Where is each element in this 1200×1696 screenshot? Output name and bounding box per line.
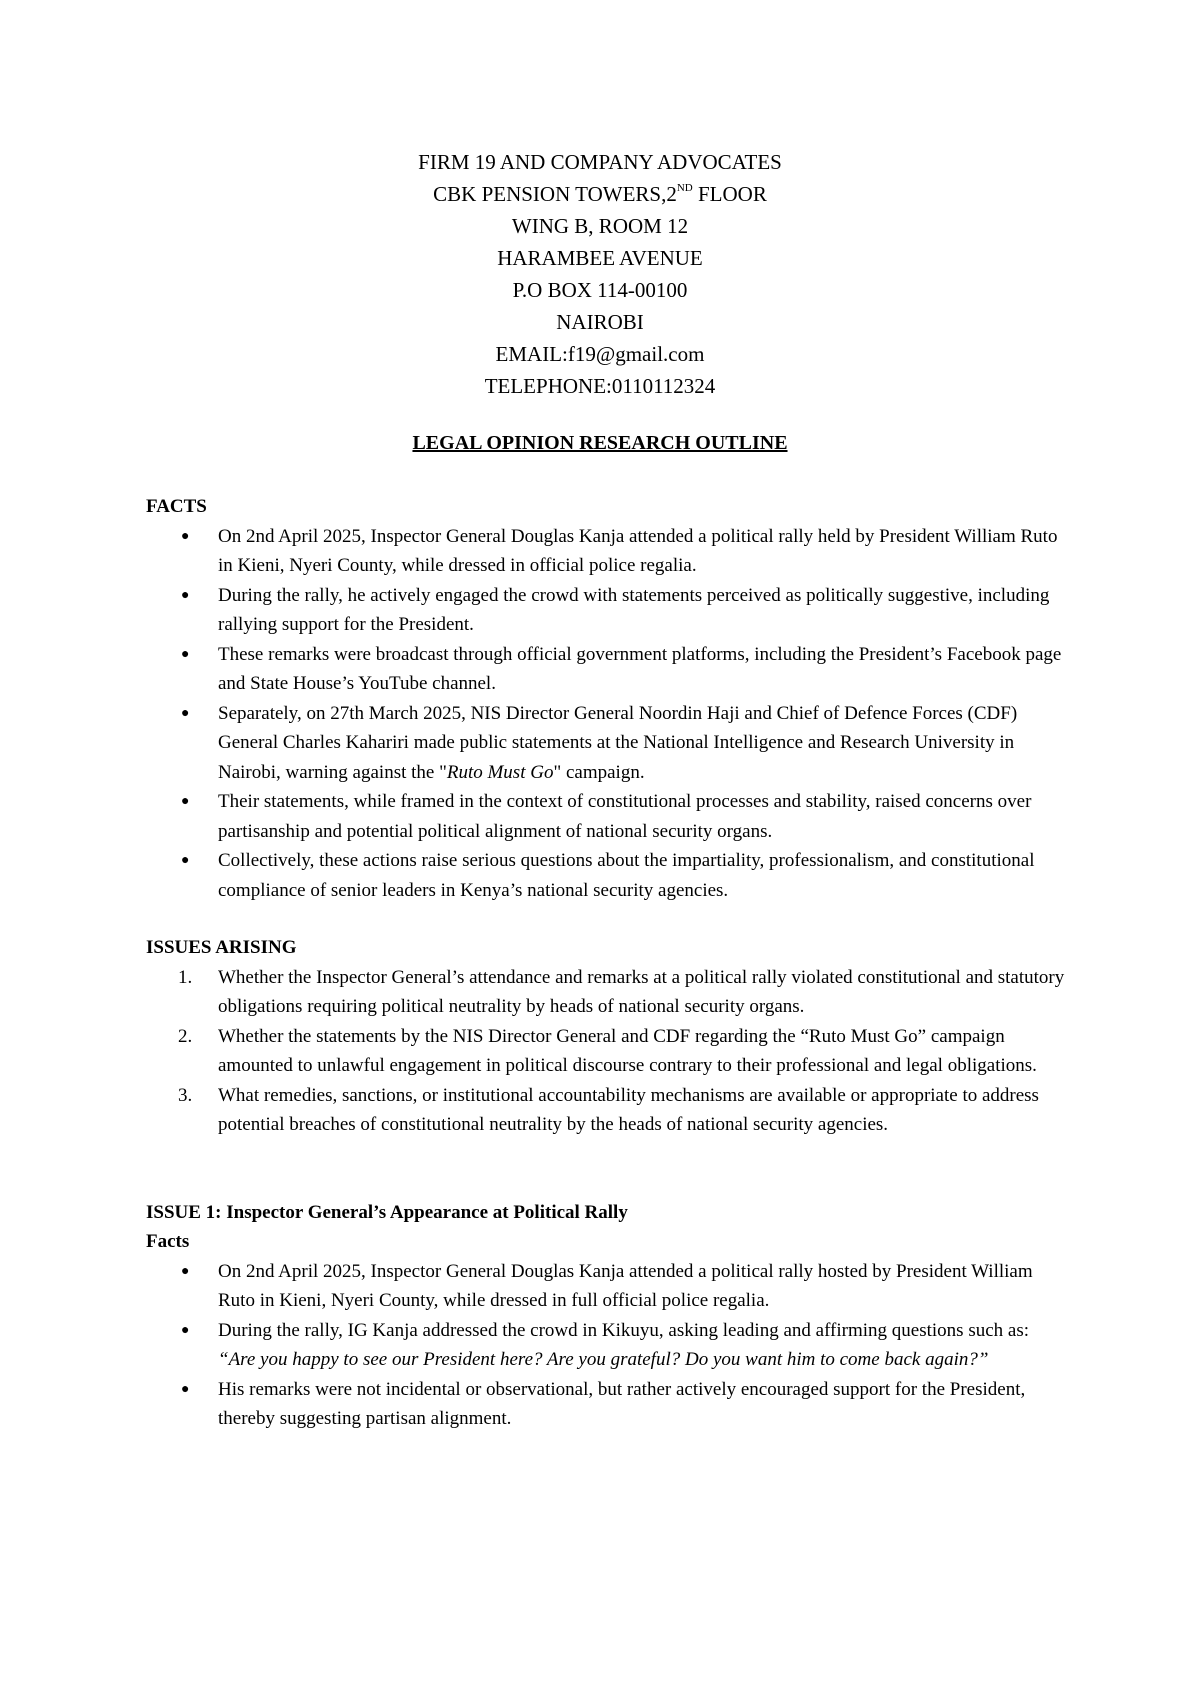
list-item — [146, 699, 1066, 788]
issue-text: What remedies, sanctions, or institutional accountability mechanisms are available or appropriate to address potential breaches of constitutional neutrality by the heads of national security agencies. — [218, 1084, 1039, 1135]
issue-text: Whether the statements by the NIS Director General and CDF regarding the “Ruto Must Go” campaign amounted to unlawful engagement in political discourse contrary to their professional and legal obligations. — [218, 1025, 1037, 1076]
issues-list — [146, 963, 1066, 1140]
facts-list — [146, 522, 1066, 906]
issue1-heading: ISSUE 1: Inspector General’s Appearance at Political Rally — [146, 1201, 628, 1223]
list-item — [146, 1316, 1066, 1375]
issue-text: Whether the Inspector General’s attendance and remarks at a political rally violated constitutional and statutory obligations requiring political neutrality by heads of national security organs. — [218, 966, 1065, 1017]
fact-text: Their statements, while framed in the context of constitutional processes and stability, raised concerns over partisanship and potential political alignment of national security organs. — [218, 791, 1032, 842]
bullet-icon: ● — [181, 794, 190, 809]
fact-text: Separately, on 27th March 2025, NIS Director General Noordin Haji and Chief of Defence Forces (CDF) General Charles Kahariri made public statements at the National Intelligence and Research University in Nairobi, warning against the " — [218, 702, 1018, 783]
fact-text: During the rally, IG Kanja addressed the crowd in Kikuyu, asking leading and affirming questions such as: — [218, 1319, 1030, 1341]
list-item — [146, 581, 1066, 640]
issue1-facts-subheading: Facts — [146, 1231, 190, 1252]
email: EMAIL:f19@gmail.com — [495, 342, 705, 366]
list-item — [146, 640, 1066, 699]
document-title: LEGAL OPINION RESEARCH OUTLINE — [412, 432, 788, 454]
fact-text: These remarks were broadcast through official government platforms, including the President’s Facebook page and State House’s YouTube channel. — [218, 643, 1062, 694]
fact-text-end: " campaign. — [553, 761, 645, 783]
floor-label: FLOOR — [692, 182, 767, 206]
floor-ordinal: ND — [676, 182, 693, 194]
list-item — [146, 522, 1066, 581]
building-line — [0, 178, 1200, 210]
telephone: TELEPHONE:0110112324 — [484, 374, 716, 398]
list-item — [146, 963, 1066, 1022]
bullet-icon: ● — [181, 1381, 190, 1397]
list-item — [146, 1375, 1066, 1434]
item-number: 1. — [178, 966, 193, 988]
bullet-icon: ● — [181, 587, 190, 603]
firm-name: FIRM 19 AND COMPANY ADVOCATES — [418, 150, 782, 174]
list-item — [146, 1257, 1066, 1316]
bullet-icon: ● — [181, 1322, 190, 1338]
list-item — [146, 1081, 1066, 1140]
item-number: 2. — [178, 1025, 193, 1047]
list-item — [146, 846, 1066, 905]
bullet-icon: ● — [181, 853, 190, 868]
fact-text: On 2nd April 2025, Inspector General Douglas Kanja attended a political rally held by President William Ruto in Kieni, Nyeri County, while dressed in official police regalia. — [218, 525, 1058, 576]
fact-text: Collectively, these actions raise serious questions about the impartiality, professionalism, and constitutional compliance of senior leaders in Kenya’s national security agencies. — [218, 850, 1035, 901]
spacer — [146, 905, 1066, 933]
item-number: 3. — [178, 1084, 193, 1106]
bullet-icon: ● — [181, 705, 190, 721]
quoted-remarks: “Are you happy to see our President here? Are you grateful? Do you want him to come back again?” — [218, 1349, 989, 1370]
list-item — [146, 787, 1066, 846]
letterhead — [0, 146, 1200, 402]
facts-heading: FACTS — [146, 496, 207, 517]
bullet-icon: ● — [181, 1263, 190, 1279]
issue1-facts-list — [146, 1257, 1066, 1434]
fact-text: On 2nd April 2025, Inspector General Douglas Kanja attended a political rally hosted by President William Ruto in Kieni, Nyeri County, while dressed in full official police regalia. — [218, 1260, 1033, 1311]
building-name: CBK PENSION TOWERS,2 — [433, 182, 677, 206]
wing-room: WING B, ROOM 12 — [511, 214, 689, 238]
spacer — [146, 1140, 1066, 1198]
issues-heading: ISSUES ARISING — [146, 937, 297, 958]
document-body — [146, 492, 1066, 1434]
po-box: P.O BOX 114-00100 — [512, 278, 688, 302]
bullet-icon: ● — [181, 528, 190, 544]
fact-text: His remarks were not incidental or observational, but rather actively encouraged support for the President, thereby suggesting partisan alignment. — [218, 1378, 1026, 1429]
bullet-icon: ● — [181, 646, 190, 662]
campaign-name: Ruto Must Go — [446, 761, 554, 783]
city: NAIROBI — [556, 310, 644, 334]
street: HARAMBEE AVENUE — [497, 246, 703, 270]
fact-text: During the rally, he actively engaged the crowd with statements perceived as politically suggestive, including rallying support for the President. — [218, 584, 1050, 635]
list-item — [146, 1022, 1066, 1081]
